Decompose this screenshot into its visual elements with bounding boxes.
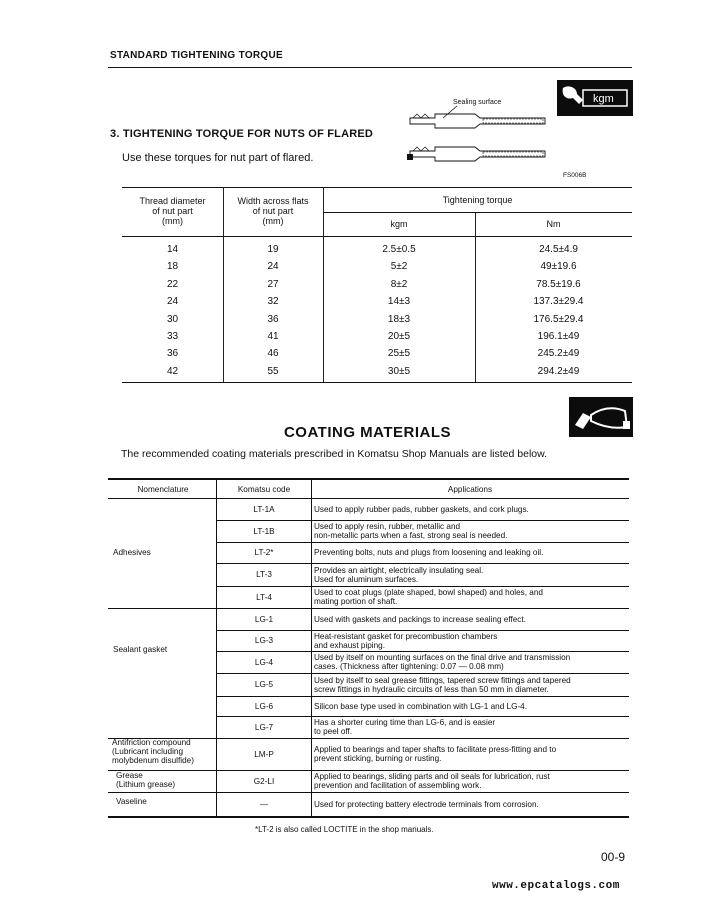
flare-nut-diagram (405, 96, 555, 176)
torque-cell-thread: 14 (166, 244, 179, 255)
torque-cell-width: 24 (267, 261, 279, 273)
coating-application: Used by itself to seal grease fittings, tapered screw fittings and tapered screw fittings in hydraulic circuits of less than 50 mm in diameter. (314, 675, 571, 694)
coating-application: Used by itself on mounting surfaces on the final drive and transmission cases. (Thickness after tightening: 0.07 — 0.08 mm) (314, 653, 571, 671)
coating-code: LT-1B (253, 526, 275, 536)
coating-code: LG-4 (254, 657, 274, 667)
coating-code: — (259, 799, 269, 809)
sealing-surface-label: Sealing surface (453, 99, 502, 106)
torque-cell-kgm: 20±5 (387, 331, 411, 342)
torque-cell-nm: 24.5±4.9 (539, 244, 578, 255)
coating-code: LT-1A (253, 505, 275, 514)
header-applications: Applications (447, 485, 493, 494)
torque-cell-width: 32 (267, 296, 279, 308)
group-vaseline: Vaseline (116, 797, 147, 806)
torque-cell-nm: 137.3±29.4 (533, 296, 584, 308)
torque-table-header-rule (122, 236, 632, 237)
torque-cell-width: 55 (267, 365, 279, 377)
coating-code: LG-5 (254, 680, 274, 689)
coating-badge (569, 397, 633, 437)
group-grease: Grease (Lithium grease) (116, 771, 176, 789)
kgm-badge (557, 80, 633, 116)
coating-application: Heat-resistant gasket for precombustion chambers and exhaust piping. (314, 631, 498, 650)
coating-application: Silicon base type used in combination with LG-1 and LG-4. (314, 701, 527, 711)
torque-intro: Use these torques for nut part of flared. (122, 152, 314, 164)
header-nomenclature: Nomenclature (137, 485, 189, 494)
grease-tube-icon (569, 397, 633, 437)
coating-code: LG-6 (254, 701, 274, 711)
watermark: www.epcatalogs.com (492, 880, 620, 892)
torque-cell-nm: 49±19.6 (540, 261, 577, 273)
coating-application: Preventing bolts, nuts and plugs from loosening and leaking oil. (314, 548, 544, 557)
coating-application: Applied to bearings and taper shafts to facilitate press-fitting and to prevent sticking, burning or rusting. (314, 745, 557, 763)
header-thread-diameter: Thread diameter of nut part (mm) (139, 196, 206, 226)
coating-code: LG-3 (254, 636, 274, 645)
torque-table-sub-rule (323, 212, 632, 213)
coating-code: LG-7 (254, 722, 274, 732)
torque-cell-thread: 33 (166, 331, 179, 342)
torque-cell-thread: 18 (166, 261, 179, 273)
torque-cell-thread: 36 (166, 348, 179, 360)
torque-cell-thread: 22 (166, 278, 179, 290)
header-nm: Nm (546, 219, 561, 229)
torque-cell-nm: 78.5±19.6 (536, 278, 581, 290)
diagram-code: FS006B (563, 172, 587, 179)
coating-code: LT-3 (256, 570, 272, 579)
coating-application: Used with gaskets and packings to increase sealing effect. (314, 614, 526, 624)
coating-row-rule (108, 608, 629, 609)
torque-cell-nm: 196.1±49 (537, 331, 580, 342)
coating-code: LM-P (254, 749, 274, 759)
coating-row-rule (216, 586, 629, 587)
coating-intro: The recommended coating materials prescribed in Komatsu Shop Manuals are listed below. (121, 448, 548, 460)
coating-code: LT-4 (256, 592, 272, 602)
torque-cell-kgm: 2.5±0.5 (382, 244, 416, 255)
torque-table-bottom-rule (122, 382, 632, 383)
coating-application: Used for protecting battery electrode terminals from corrosion. (314, 799, 539, 809)
kgm-badge-label: kgm (593, 93, 614, 105)
header-tightening-torque: Tightening torque (442, 195, 513, 205)
footnote: *LT-2 is also called LOCTITE in the shop manuals. (255, 825, 434, 834)
coating-application: Applied to bearings, sliding parts and oil seals for lubrication, rust prevention and facilitation of assembling work. (314, 772, 550, 790)
torque-cell-kgm: 8±2 (390, 278, 408, 290)
coating-row-rule (216, 542, 629, 543)
group-antifriction: Antifriction compound (Lubricant including molybdenum disulfide) (112, 738, 194, 765)
torque-cell-kgm: 25±5 (387, 348, 411, 360)
header-width-across-flats: Width across flats of nut part (mm) (237, 196, 309, 226)
torque-cell-width: 27 (267, 278, 279, 290)
torque-cell-width: 41 (267, 331, 279, 342)
coating-row-rule (216, 673, 629, 674)
header-kgm: kgm (390, 219, 408, 229)
coating-code: LG-1 (254, 614, 274, 624)
torque-cell-thread: 24 (166, 296, 179, 308)
page-header: STANDARD TIGHTENING TORQUE (110, 50, 283, 61)
coating-title: COATING MATERIALS (283, 424, 452, 441)
group-adhesives: Adhesives (113, 548, 151, 557)
torque-table-top-rule (122, 187, 632, 188)
torque-cell-kgm: 30±5 (387, 365, 411, 377)
torque-cell-width: 36 (267, 313, 279, 325)
header-rule (108, 67, 632, 68)
torque-cell-width: 46 (267, 348, 279, 360)
coating-row-rule (108, 792, 629, 793)
torque-cell-nm: 176.5±29.4 (533, 313, 584, 325)
coating-application: Used to apply rubber pads, rubber gaskets, and cork plugs. (314, 505, 529, 514)
coating-row-rule (216, 716, 629, 717)
torque-cell-thread: 42 (166, 365, 179, 377)
torque-cell-nm: 294.2±49 (537, 365, 580, 377)
coating-row-rule (216, 651, 629, 652)
torque-cell-nm: 245.2±49 (537, 348, 580, 360)
coating-application: Has a shorter curing time than LG-6, and is easier to peel off. (314, 718, 496, 736)
wrench-icon (557, 80, 633, 116)
coating-code: G2-LI (253, 776, 275, 786)
coating-application: Used to apply resin, rubber, metallic and non-metallic parts when a fast, strong seal is needed. (314, 522, 508, 540)
torque-cell-kgm: 5±2 (390, 261, 408, 273)
coating-table-header-rule (108, 498, 629, 499)
coating-application: Provides an airtight, electrically insulating seal. Used for aluminum surfaces. (314, 565, 484, 584)
torque-cell-width: 19 (267, 244, 279, 255)
coating-table-top-rule (108, 478, 629, 480)
torque-section-title: 3. TIGHTENING TORQUE FOR NUTS OF FLARED (110, 128, 374, 140)
torque-cell-kgm: 14±3 (387, 296, 411, 308)
header-komatsu-code: Komatsu code (237, 485, 291, 494)
torque-cell-kgm: 18±3 (387, 313, 411, 325)
coating-row-rule (216, 520, 629, 521)
coating-code: LT-2* (254, 548, 274, 557)
page-number: 00-9 (601, 850, 626, 864)
coating-row-rule (216, 563, 629, 564)
coating-row-rule (216, 696, 629, 697)
coating-table-bottom-rule (108, 816, 629, 818)
group-sealant-gasket: Sealant gasket (113, 645, 168, 654)
torque-cell-thread: 30 (166, 313, 179, 325)
coating-application: Used to coat plugs (plate shaped, bowl shaped) and holes, and mating portion of shaft. (314, 588, 543, 606)
torque-table-divider (475, 213, 476, 382)
